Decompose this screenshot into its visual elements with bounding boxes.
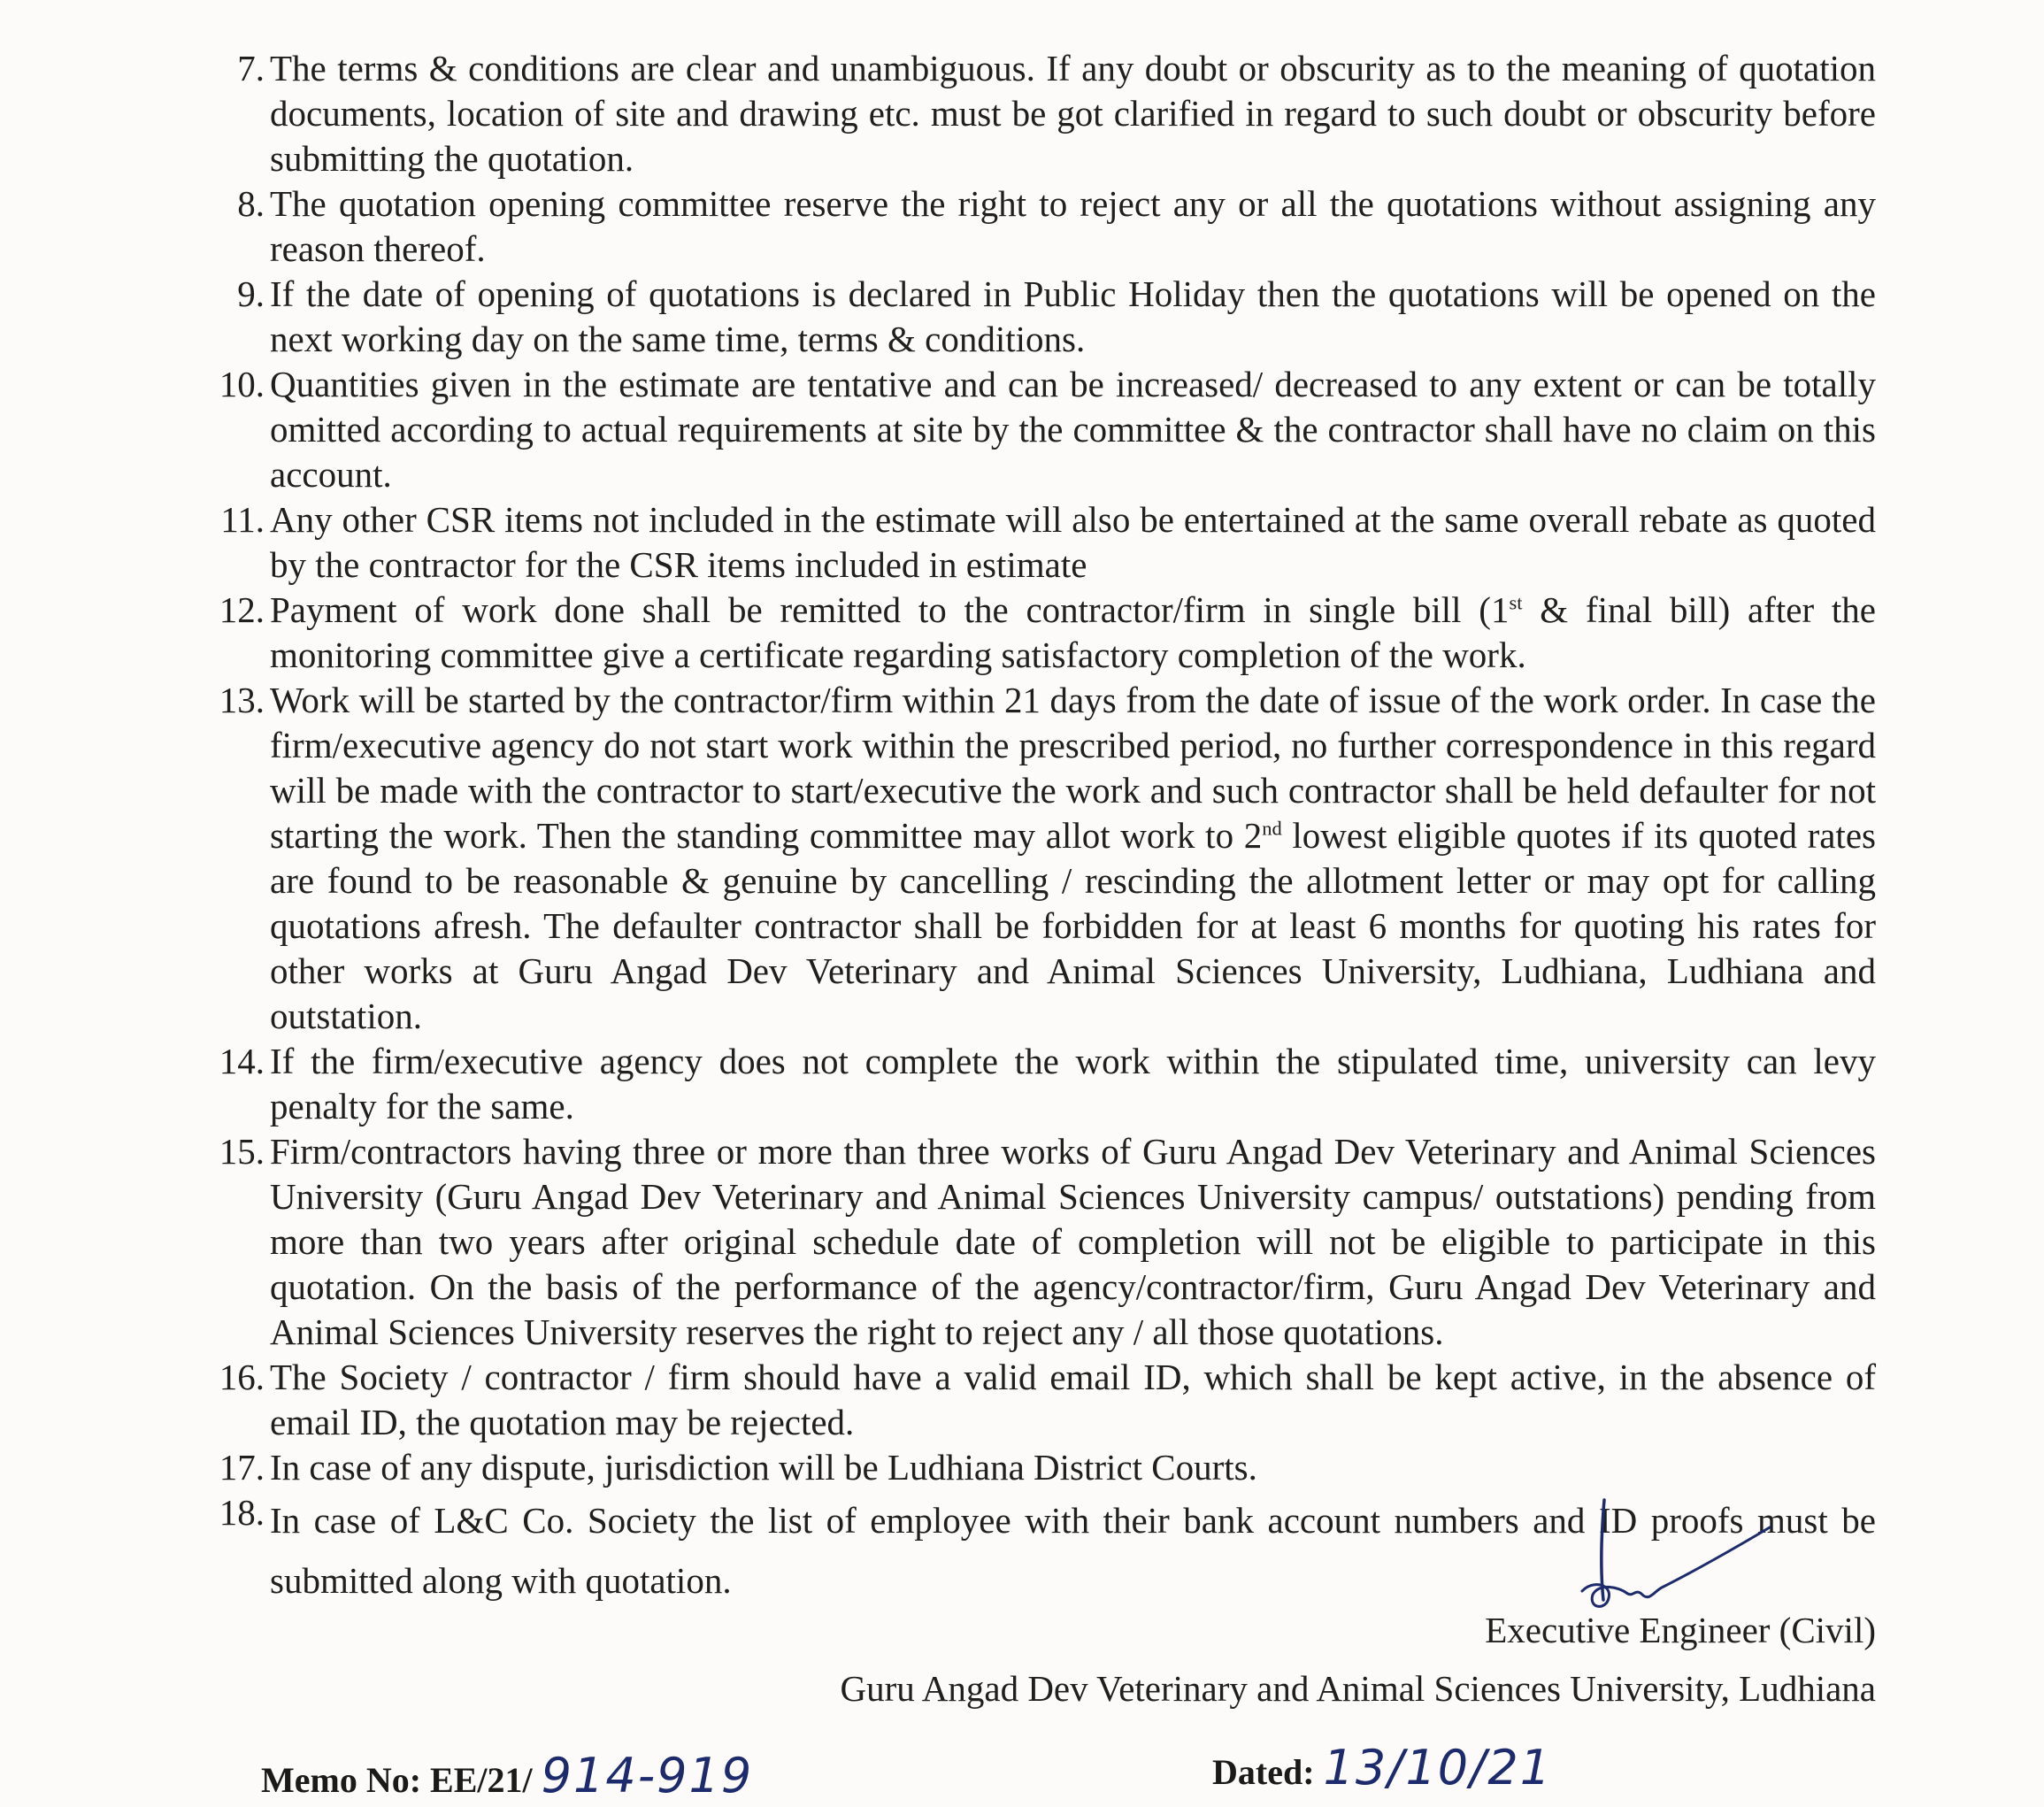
ordinal-superscript: st (1509, 591, 1523, 614)
dated-handwritten-value: 13/10/21 (1323, 1740, 1553, 1795)
term-text: Any other CSR items not included in the estimate will also be entertained at the same overall rebate as quoted by the contractor for the CSR items included in estimate (270, 499, 1876, 585)
term-text: In case of any dispute, jurisdiction will be Ludhiana District Courts. (270, 1447, 1257, 1488)
term-text (270, 588, 1876, 678)
term-number: 8. (237, 183, 265, 224)
term-item-8 (208, 181, 1876, 272)
term-number: 7. (237, 48, 265, 88)
term-item-16 (208, 1355, 1876, 1445)
term-item-9 (208, 272, 1876, 362)
term-text: The quotation opening committee reserve the right to reject any or all the quotations without assigning any reason thereof. (270, 183, 1876, 269)
term-item-10 (208, 362, 1876, 497)
term-text-before: Work will be started by the contractor/firm within 21 days from the date of issue of the work order. In case the firm/executive agency do not start work within the prescribed period, no further correspondence in this regard will be made with the contractor to start/executive the work and such contractor shall be held defaulter for not starting the work. Then the standing committee may allot work to 2 (270, 680, 1876, 856)
term-number: 17. (219, 1447, 265, 1488)
term-number: 9. (237, 273, 265, 314)
term-text: Firm/contractors having three or more than three works of Guru Angad Dev Veterinary and Animal Sciences University (Guru Angad Dev Veterinary and Animal Sciences University campus/ outstations) pending from more than two years after original schedule date of completion will not be eligible to participate in this quotation. On the basis of the performance of the agency/contractor/firm, Guru Angad Dev Veterinary and Animal Sciences University reserves the right to reject any / all those quotations. (270, 1131, 1876, 1352)
memo-label: Memo No: EE/21/ (261, 1760, 533, 1800)
term-text (270, 678, 1876, 1039)
signatory-designation: Executive Engineer (Civil) (1485, 1610, 1876, 1650)
term-text-after: & final bill) after the monitoring committee give a certificate regarding satisfactory completion of the work. (270, 589, 1876, 675)
term-item-12 (208, 588, 1876, 678)
ordinal-superscript: nd (1262, 817, 1282, 840)
term-number: 15. (219, 1131, 265, 1172)
dated-label: Dated: (1212, 1752, 1315, 1792)
term-number: 13. (219, 680, 265, 720)
term-number: 14. (219, 1041, 265, 1081)
term-text-after: lowest eligible quotes if its quoted rates are found to be reasonable & genuine by cancelling / rescinding the allotment letter or may opt for calling quotations afresh. The defaulter contractor shall be forbidden for at least 6 months for quoting his rates for other works at Guru Angad Dev Veterinary and Animal Sciences University, Ludhiana, Ludhiana and outstation. (270, 815, 1876, 1036)
term-text: Quantities given in the estimate are tentative and can be increased/ decreased to any extent or can be totally omitted according to actual requirements at site by the committee & the contractor shall have no claim on this account. (270, 364, 1876, 495)
term-item-15 (208, 1129, 1876, 1355)
term-number: 18. (219, 1492, 265, 1533)
term-item-17 (208, 1445, 1876, 1490)
terms-list (208, 46, 1876, 1611)
term-item-14 (208, 1039, 1876, 1129)
term-text: The terms & conditions are clear and unambiguous. If any doubt or obscurity as to the meaning of quotation documents, location of site and drawing etc. must be got clarified in regard to such doubt or obscurity before submitting the quotation. (270, 48, 1876, 179)
term-text: If the date of opening of quotations is declared in Public Holiday then the quotations will be opened on the next working day on the same time, terms & conditions. (270, 273, 1876, 359)
term-text: The Society / contractor / firm should have a valid email ID, which shall be kept active, in the absence of email ID, the quotation may be rejected. (270, 1357, 1876, 1442)
term-text-before: Payment of work done shall be remitted to the contractor/firm in single bill (1 (270, 589, 1510, 630)
terms-and-conditions (208, 46, 1876, 1611)
term-item-13 (208, 678, 1876, 1039)
term-text: If the firm/executive agency does not complete the work within the stipulated time, university can levy penalty for the same. (270, 1041, 1876, 1126)
term-item-7 (208, 46, 1876, 181)
memo-handwritten-number: 914-919 (541, 1748, 754, 1803)
term-number: 16. (219, 1357, 265, 1397)
term-number: 12. (219, 589, 265, 630)
date-field (1212, 1740, 1552, 1795)
term-text: In case of L&C Co. Society the list of employee with their bank account numbers and ID proofs must be submitted along with quotation. (270, 1500, 1876, 1601)
term-number: 10. (219, 364, 265, 404)
signatory-organization: Guru Angad Dev Veterinary and Animal Sciences University, Ludhiana (840, 1668, 1876, 1709)
term-item-11 (208, 497, 1876, 588)
memo-number (261, 1748, 753, 1803)
term-number: 11. (220, 499, 265, 540)
